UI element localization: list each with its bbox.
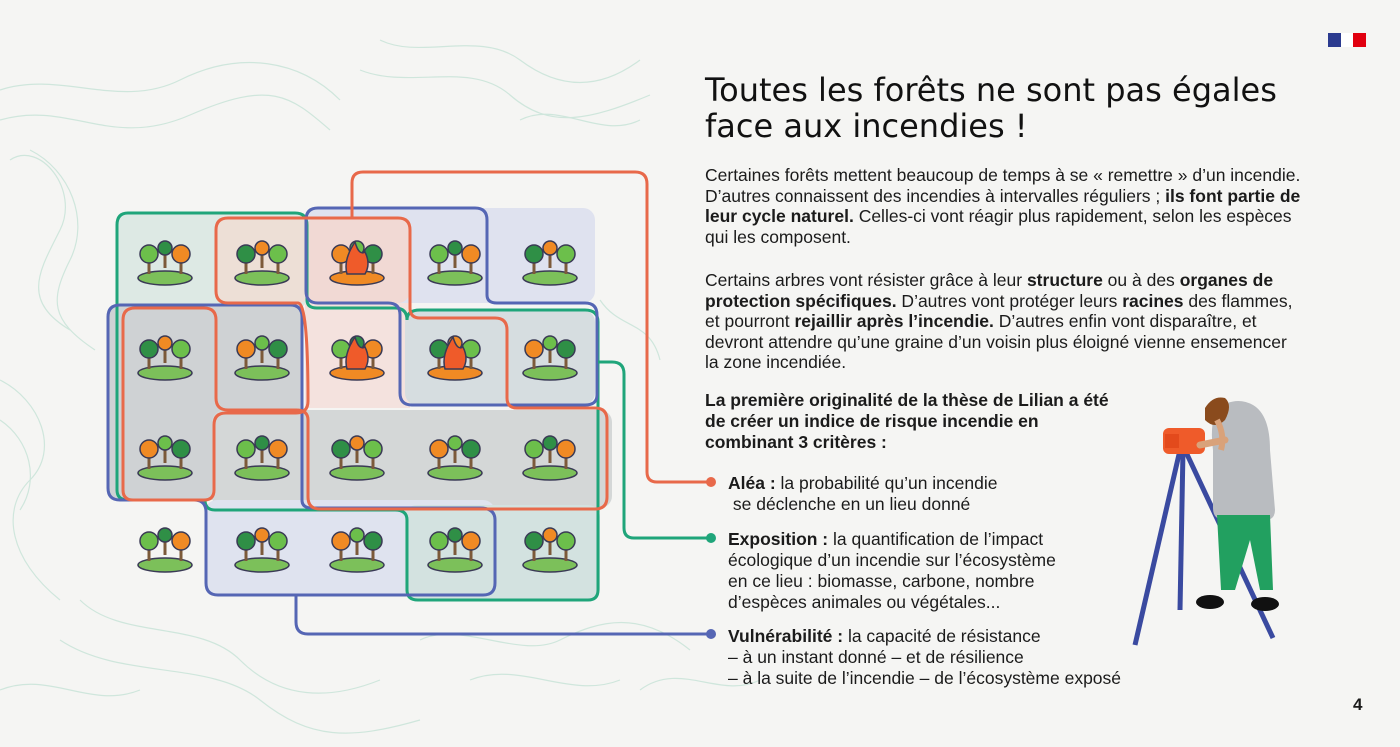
forest-steps-icon [523,436,577,480]
criterion-vulnerability: Vulnérabilité : la capacité de résistance – à un instant donné – et de résilience – à la suite de l’incendie – de l’écosystème exposé [728,626,1122,688]
path-flowers-icon [428,241,482,285]
village-trees-icon [235,436,289,480]
criterion-hazard: Aléa : la probabilité qu’un incendie se déclenche en un lieu donné [728,473,998,514]
vulnerability-bullet [706,629,716,639]
fire-warning-icon [330,336,384,380]
trees-hills-icon [235,241,289,285]
seedling-sun-icon [428,528,482,572]
surveyor-illustration [1125,390,1295,660]
cut-trees-icon [235,528,289,572]
wetland-reeds-icon [330,436,384,480]
round-trees-icon [138,436,192,480]
exposition-bullet [706,533,716,543]
trees-clouds-2-icon [523,528,577,572]
bush-hill-icon [523,336,577,380]
deer-fire-icon [428,336,482,380]
intro-paragraph: Certaines forêts mettent beaucoup de temps à se « remettre » d’un incendie. D’autres connaissent des incendies à intervalles réguliers ; ils font partie de leur cycle naturel. Celles-ci vont réagir plus rapidement, selon les espèces qui les composent. [705,165,1301,247]
trees-clouds-icon [138,241,192,285]
hazard-bullet [706,477,716,487]
exposition-connector [598,362,710,538]
tree-cluster-icon [330,528,384,572]
hands-paw-icon [428,436,482,480]
field-trees-icon [523,241,577,285]
thesis-lead: La première originalité de la thèse de Lilian a été de créer un indice de risque incendie en combinant 3 critères : [705,390,1109,452]
house-hill-icon [138,528,192,572]
criterion-exposition: Exposition : la quantification de l’impact écologique d’un incendie sur l’écosystème en ce lieu : biomasse, carbone, nombre d’espèces animales ou végétales... [728,529,1056,612]
burning-house-icon [330,241,384,285]
page-number: 4 [1353,695,1363,714]
page-title: Toutes les forêts ne sont pas égales face aux incendies ! [705,71,1277,145]
snowy-trees-icon [138,336,192,380]
forest-path-icon [235,336,289,380]
trees-paragraph: Certains arbres vont résister grâce à leur structure ou à des organes de protection spécifiques. D’autres vont protéger leurs racines des flammes, et pourront rejaillir après l’incendie. D’autres enfin vont disparaître, et devront attendre qu’une graine d’un voisin plus éloigné vienne ensemencer la zone incendiée. [705,270,1293,373]
